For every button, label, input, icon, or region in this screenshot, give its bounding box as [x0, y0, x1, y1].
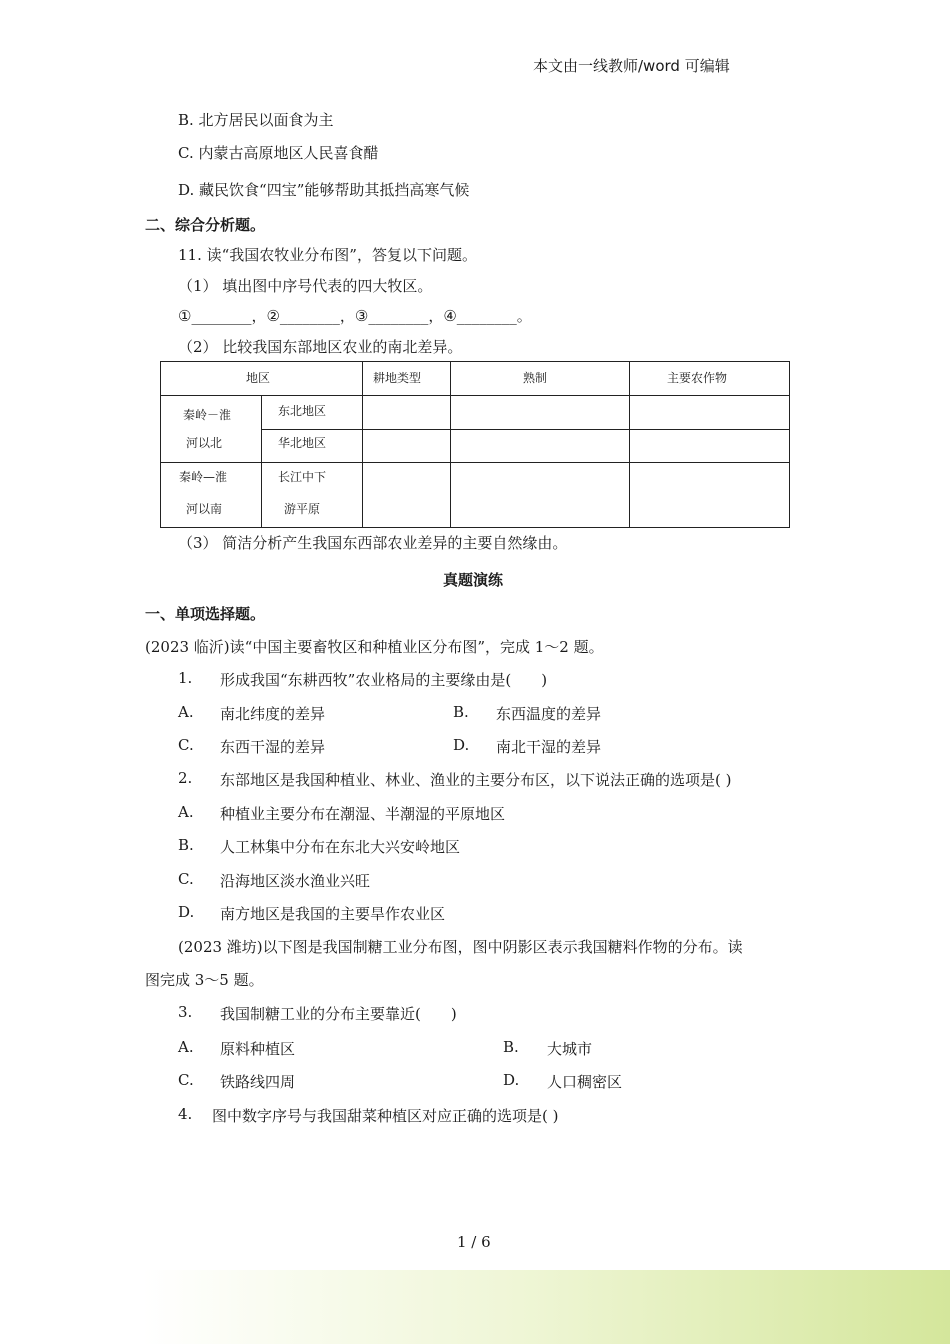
q11-sub3: （3） 简洁分析产生我国东西部农业差异的主要自然缘由。	[178, 534, 568, 552]
option-d: D. 藏民饮食“四宝”能够帮助其抵挡高寒气候	[178, 181, 470, 199]
q2-a-label: A.	[178, 803, 194, 821]
q2-stem: 东部地区是我国种植业、林业、渔业的主要分布区，以下说法正确的选项是( )	[220, 771, 732, 789]
q2-c: 沿海地区淡水渔业兴旺	[220, 872, 371, 890]
option-c: C. 内蒙古高原地区人民喜食醋	[178, 144, 379, 162]
south-group-line1: 秦岭—淮	[179, 470, 228, 484]
q11-sub1: （1） 填出图中序号代表的四大牧区。	[178, 277, 433, 295]
row-northeast: 东北地区	[278, 404, 327, 418]
comparison-table	[160, 361, 790, 528]
option-b: B. 北方居民以面食为主	[178, 111, 334, 129]
q4-number: 4.	[178, 1105, 193, 1123]
q3-c: 铁路线四周	[220, 1073, 296, 1091]
q4-stem: 图中数字序号与我国甜菜种植区对应正确的选项是( )	[212, 1107, 559, 1125]
header-region: 地区	[246, 371, 271, 385]
q3-a-label: A.	[178, 1038, 194, 1056]
q1-number: 1.	[178, 669, 193, 687]
q3-a: 原料种植区	[220, 1040, 296, 1058]
q3-d: 人口稠密区	[547, 1073, 623, 1091]
section2-heading: 二、综合分析题。	[145, 216, 266, 234]
q1-a: 南北纬度的差异	[220, 705, 326, 723]
north-group-line2: 河以北	[186, 436, 223, 450]
footer-decoration	[0, 1270, 950, 1344]
q11-stem: 11. 读“我国农牧业分布图”，答复以下问题。	[178, 246, 477, 264]
q2-c-label: C.	[178, 870, 194, 888]
row-yangtze-line1: 长江中下	[278, 470, 327, 484]
q3-b-label: B.	[503, 1038, 519, 1056]
q2-d-label: D.	[178, 903, 195, 921]
north-group-line1: 秦岭－淮	[183, 408, 232, 422]
header-watermark: 本文由一线教师/word 可编辑	[533, 57, 730, 75]
q1-a-label: A.	[178, 703, 194, 721]
south-group-line2: 河以南	[186, 502, 223, 516]
q2-b-label: B.	[178, 836, 194, 854]
q2-b: 人工林集中分布在东北大兴安岭地区	[220, 838, 461, 856]
header-land-type: 耕地类型	[373, 371, 422, 385]
q1-b: 东西温度的差异	[496, 705, 602, 723]
row-yangtze-line2: 游平原	[284, 502, 321, 516]
header-cropping: 熟制	[523, 371, 548, 385]
header-crops: 主要农作物	[667, 371, 728, 385]
intro-weifang-line2: 图完成 3～5 题。	[145, 971, 264, 989]
practice-heading: 一、单项选择题。	[145, 605, 266, 623]
q11-blanks: ①________，②________，③________，④________。	[178, 307, 532, 325]
q3-number: 3.	[178, 1003, 193, 1021]
q3-stem: 我国制糖工业的分布主要靠近( )	[220, 1005, 457, 1023]
q1-b-label: B.	[453, 703, 469, 721]
q3-b: 大城市	[547, 1040, 593, 1058]
q3-c-label: C.	[178, 1071, 194, 1089]
intro-linyi: (2023 临沂)读“中国主要畜牧区和种植业区分布图”，完成 1～2 题。	[145, 638, 604, 656]
q1-c-label: C.	[178, 736, 194, 754]
q11-sub2: （2） 比较我国东部地区农业的南北差异。	[178, 338, 463, 356]
q2-d: 南方地区是我国的主要旱作农业区	[220, 905, 446, 923]
q2-number: 2.	[178, 769, 193, 787]
q3-d-label: D.	[503, 1071, 520, 1089]
q1-stem: 形成我国“东耕西牧”农业格局的主要缘由是( )	[220, 671, 548, 689]
q1-d-label: D.	[453, 736, 470, 754]
q1-d: 南北干湿的差异	[496, 738, 602, 756]
page-number: 1 / 6	[457, 1233, 491, 1251]
q1-c: 东西干湿的差异	[220, 738, 326, 756]
intro-weifang-line1: (2023 潍坊)以下图是我国制糖工业分布图，图中阴影区表示我国糖料作物的分布。读	[178, 938, 743, 956]
practice-title: 真题演练	[443, 571, 504, 589]
q2-a: 种植业主要分布在潮湿、半潮湿的平原地区	[220, 805, 506, 823]
row-north-china: 华北地区	[278, 436, 327, 450]
